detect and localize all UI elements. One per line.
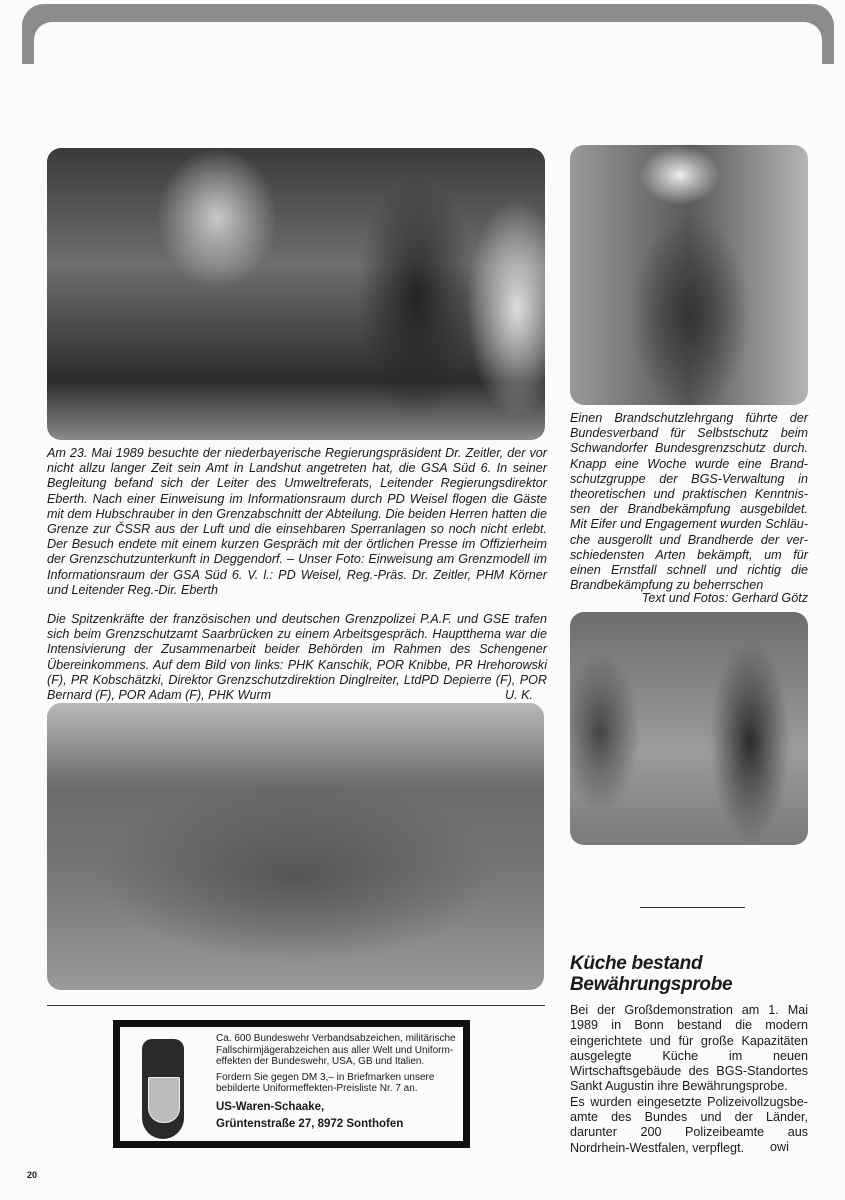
article-paragraph: Bei der Großdemonstration am 1. Mai 1989 in Bonn bestand die modern eingerichtete und für große Kapazitäten ausgelegte Küche im neuen Wirtschaftsgebäude des BGS-Standortes Sankt Augustin ihre Bewährungsprobe. [570,1003,808,1094]
article-headline [570,953,820,995]
article-body [570,1003,808,1156]
divider [47,1005,545,1006]
headline-line1: Küche bestand [570,953,703,974]
ad-company: US-Waren-Schaake, [216,1100,325,1113]
caption-fire-training: Einen Brandschutzlehrgang führte der Bundesverband für Selbstschutz beim Schwandorfer Bundesgrenzschutz durch. Knapp eine Woche wurde eine Brandschutzgruppe der BGS-Verwaltung in theoretischen und praktischen Kenntnissen der Brandbekämpfung ausgebildet. Mit Eifer und Engagement wurden Schläuche ausgerollt und Brandherde der verschiedensten Arten bekämpft, um für einen Ernstfall schnell und richtig die Brandbekämpfung zu beherrschen [570,411,808,593]
ad-text: Fordern Sie gegen DM 3,– in Briefmarken unsere bebilderte Uniformeffekten-Preisliste Nr. 7 an. [216,1071,435,1094]
badge-emblem-icon [142,1039,184,1139]
page-number: 20 [27,1170,38,1180]
ad-text: Ca. 600 Bundeswehr Verbandsabzeichen, militärische Fallschirmjägerabzeichen aus aller Welt und Uniformeffekten der Bundeswehr, USA, GB und Italien. [216,1033,456,1067]
advertisement [113,1020,470,1148]
photo-border-model-briefing [47,148,545,440]
ad-address: Grüntenstraße 27, 8972 Sonthofen [216,1117,404,1130]
photo-fire-hose-exercise [570,612,808,845]
photo-group-border-police [47,703,544,990]
article-signoff: owi [770,1140,789,1154]
caption-signature: U. K. [505,688,533,702]
divider-short [640,907,745,908]
headline-line2: Bewährungsprobe [570,974,733,995]
page-header-inner [34,22,822,72]
caption-border-police-meeting: Die Spitzenkräfte der französischen und deutschen Grenzpolizei P.A.F. und GSE trafen sich beim Grenzschutzamt Saarbrücken zu einem Arbeitsgespräch. Hauptthema war die Intensivierung der Zusammenarbeit beider Behörden im Rahmen des Schengener Übereinkommens. Auf dem Bild von links: PHK Kanschik, POR Knibbe, PR Hrehorowski (F), PR Kobschätzki, Direktor Grenzschutzdirektion Dinglreiter, LtdPD Depierre (F), POR Bernard (F), POR Adam (F), PHK Wurm [47,612,547,703]
photo-credit: Text und Fotos: Gerhard Götz [641,591,808,605]
photo-fire-training-helmets [570,145,808,405]
caption-zeitler-visit: Am 23. Mai 1989 besuchte der niederbayerische Regierungspräsident Dr. Zeitler, der vor nicht allzu langer Zeit sein Amt in Landshut angetreten hat, die GSA Süd 6. In seiner Begleitung befand sich der Leiter des Umweltreferats, Leitender Regierungsdirektor Eberth. Nach einer Einweisung im Informationsraum durch PD Weisel flogen die Gäste mit dem Hubschrauber in den Grenzabschnitt der Abteilung. Die beiden Herren hatten die Grenze zur ČSSR aus der Luft und die einsehbaren Sperranlagen so noch nicht erlebt. Der Besuch endete mit einem kurzen Gespräch mit der örtlichen Presse im Offizierheim der Grenzschutzunterkunft in Deggendorf. – Unser Foto: Einweisung am Grenzmodell im Informationsraum der GSA Süd 6. V. l.: PD Weisel, Reg.-Präs. Dr. Zeitler, PHM Körner und Leitender Reg.-Dir. Eberth [47,446,547,597]
article-paragraph: Es wurden eingesetzte Polizeivollzugsbeamte des Bundes und der Länder, darunter 200 Polizeibeamte aus Nordrhein-Westfalen, verpflegt. [570,1094,808,1155]
